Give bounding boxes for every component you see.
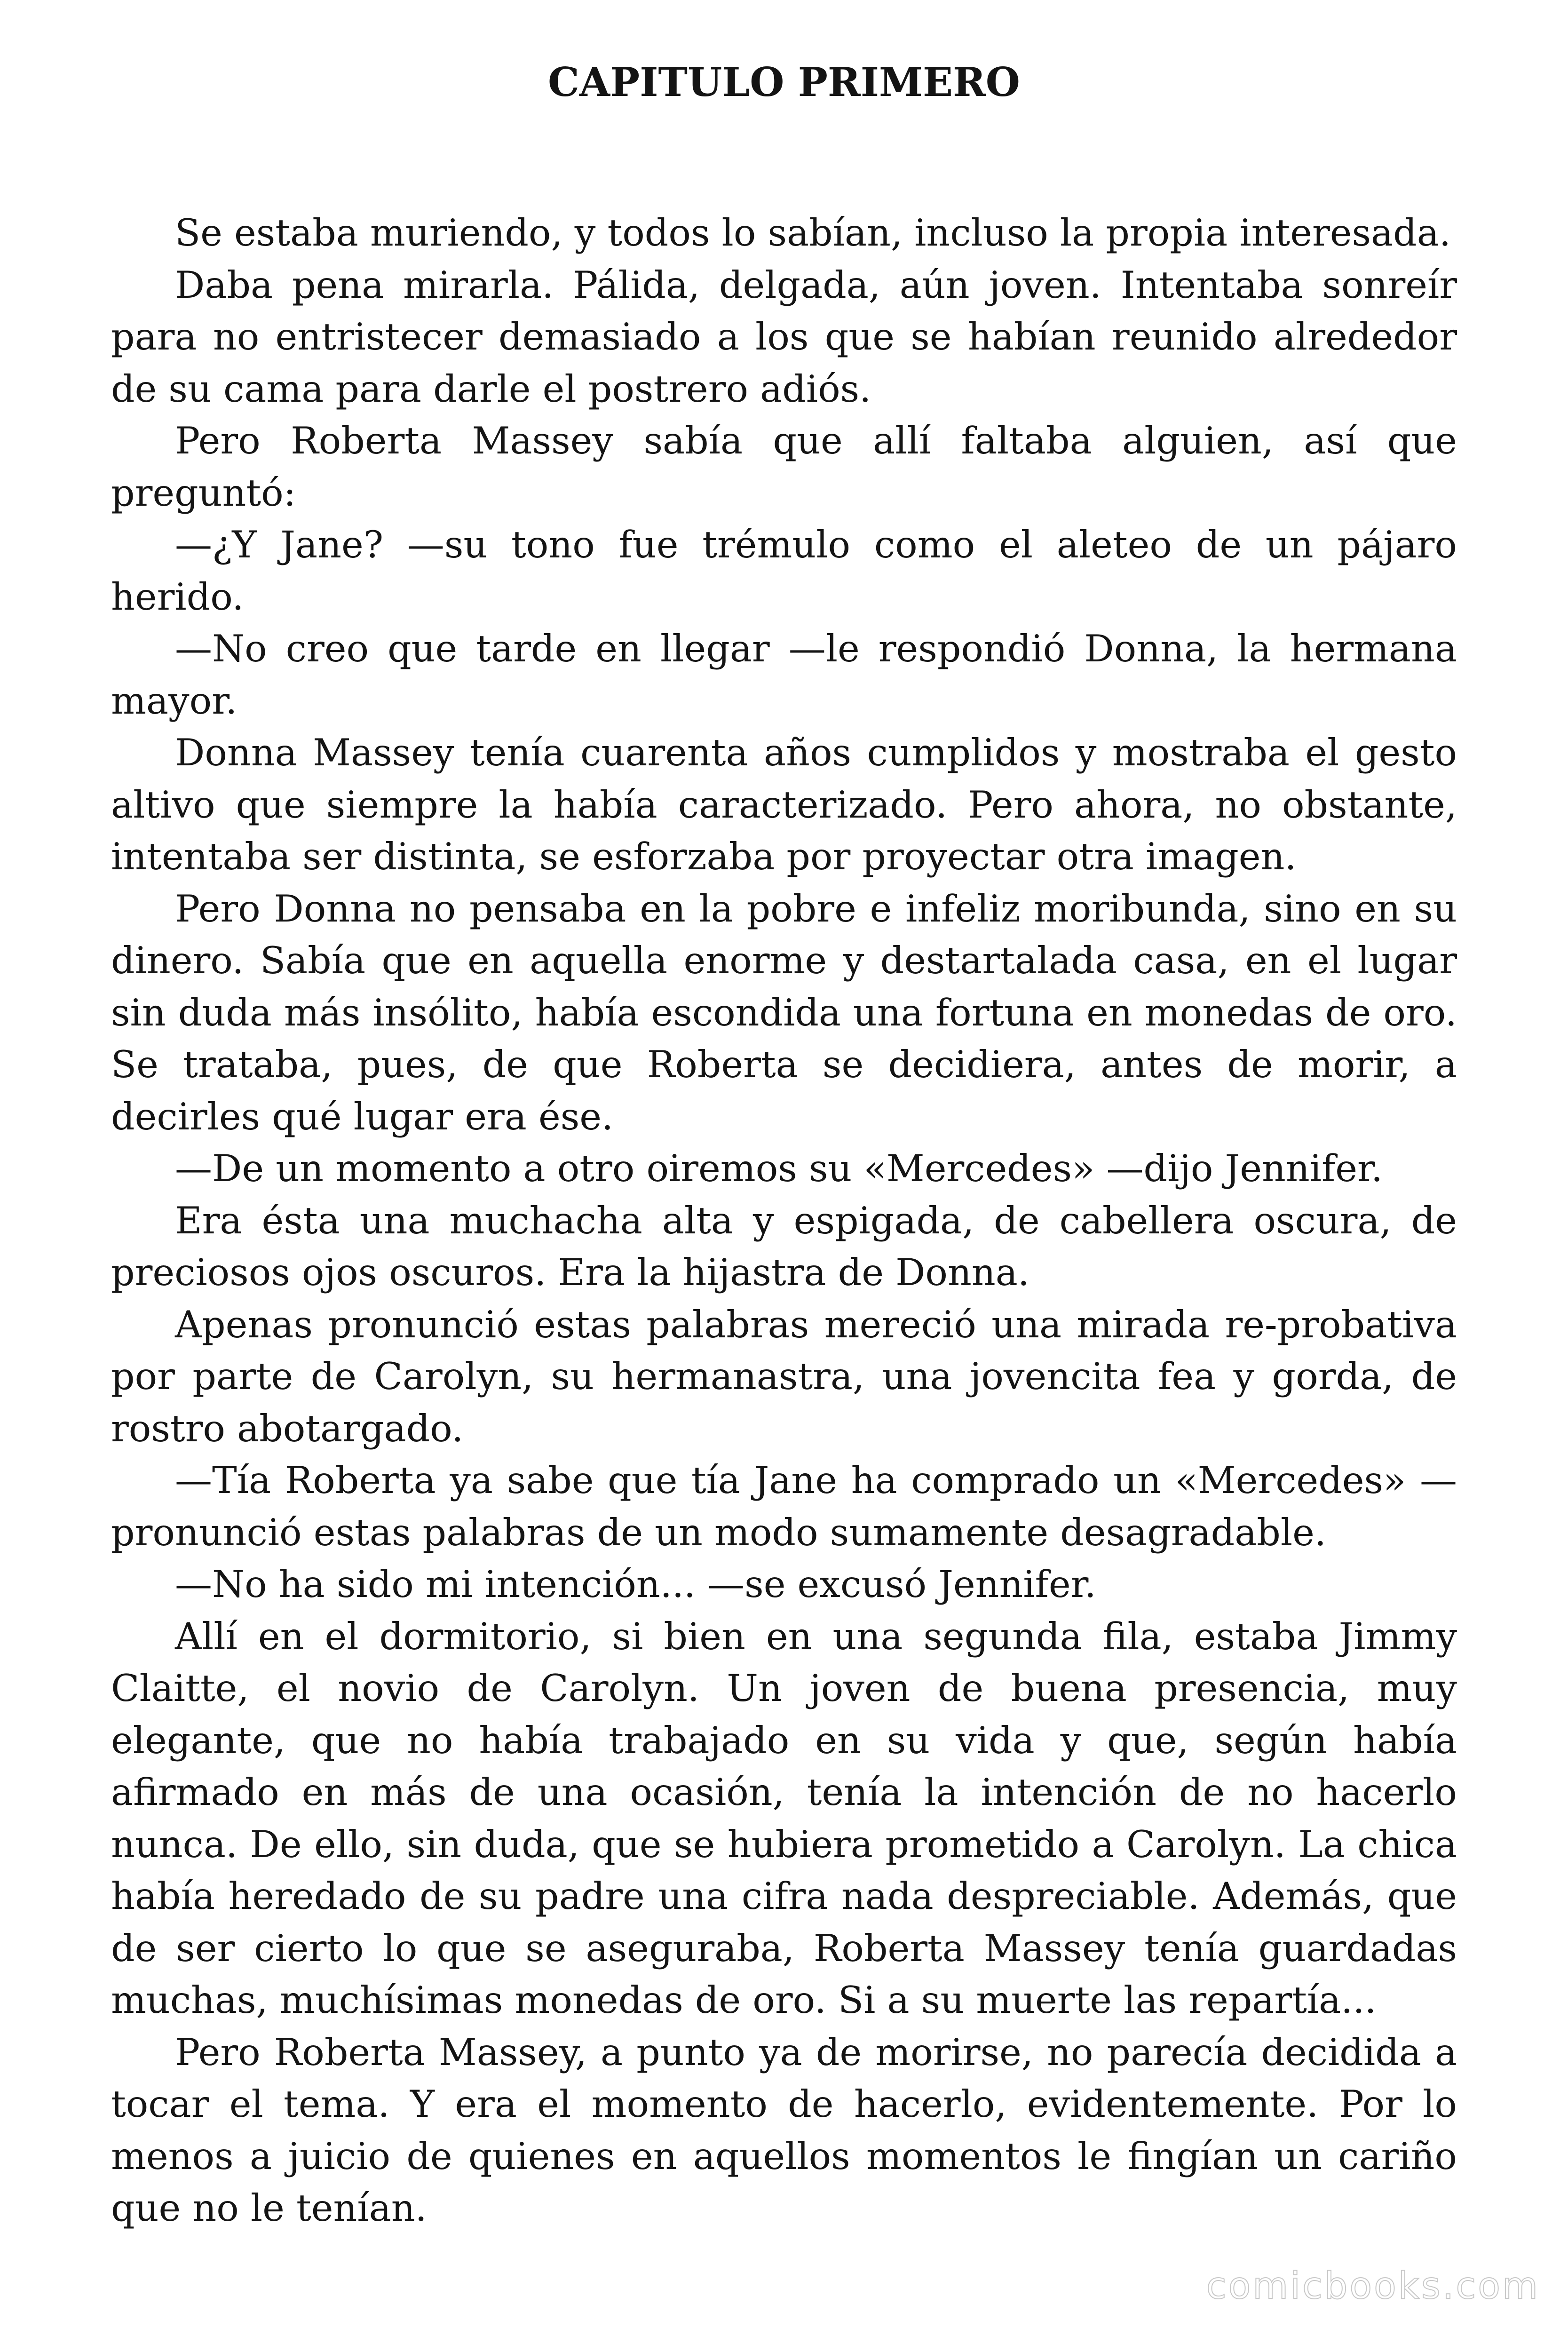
paragraph: Donna Massey tenía cuarenta años cumplidos y mostraba el gesto altivo que siempre la había caracterizado. Pero ahora, no obstante, intentaba ser distinta, se esforzaba por proyectar otra imagen.	[111, 731, 1457, 878]
chapter-body	[111, 207, 1457, 2234]
paragraph: Se estaba muriendo, y todos lo sabían, incluso la propia interesada.	[175, 211, 1451, 254]
paragraph: —No creo que tarde en llegar —le respondió Donna, la hermana mayor.	[111, 627, 1457, 723]
paragraph: —No ha sido mi intención... —se excusó Jennifer.	[175, 1563, 1096, 1606]
paragraph: Apenas pronunció estas palabras mereció una mirada re-probativa por parte de Carolyn, su hermanastra, una jovencita fea y gorda, de rostro abotargado.	[111, 1303, 1457, 1450]
paragraph: Pero Donna no pensaba en la pobre e infeliz moribunda, sino en su dinero. Sabía que en aquella enorme y destartalada casa, en el lugar sin duda más insólito, había escondida una fortuna en monedas de oro. Se trataba, pues, de que Roberta se decidiera, antes de morir, a decirles qué lugar era ése.	[111, 887, 1457, 1138]
watermark: comicbooks.com	[1206, 2265, 1540, 2307]
chapter-title: CAPITULO PRIMERO	[548, 59, 1020, 105]
paragraph: —De un momento a otro oiremos su «Mercedes» —dijo Jennifer.	[175, 1147, 1383, 1190]
paragraph: Era ésta una muchacha alta y espigada, de cabellera oscura, de preciosos ojos oscuros. Era la hijastra de Donna.	[111, 1199, 1457, 1294]
paragraph: Daba pena mirarla. Pálida, delgada, aún joven. Intentaba sonreír para no entristecer demasiado a los que se habían reunido alrededor de su cama para darle el postrero adiós.	[111, 263, 1457, 411]
paragraph: Allí en el dormitorio, si bien en una segunda fila, estaba Jimmy Claitte, el novio de Carolyn. Un joven de buena presencia, muy elegante, que no había trabajado en su vida y que, según había afirmado en más de una ocasión, tenía la intención de no hacerlo nunca. De ello, sin duda, que se hubiera prometido a Carolyn. La chica había heredado de su padre una cifra nada despreciable. Además, que de ser cierto lo que se aseguraba, Roberta Massey tenía guardadas muchas, muchísimas monedas de oro. Si a su muerte las repartía...	[111, 1614, 1457, 2022]
paragraph: —¿Y Jane? —su tono fue trémulo como el aleteo de un pájaro herido.	[111, 523, 1457, 619]
paragraph: —Tía Roberta ya sabe que tía Jane ha comprado un «Mercedes» — pronunció estas palabras de un modo sumamente desagradable.	[111, 1459, 1457, 1554]
paragraph: Pero Roberta Massey sabía que allí faltaba alguien, así que preguntó:	[111, 419, 1457, 515]
paragraph: Pero Roberta Massey, a punto ya de morirse, no parecía decidida a tocar el tema. Y era el momento de hacerlo, evidentemente. Por lo menos a juicio de quienes en aquellos momentos le fingían un cariño que no le tenían.	[111, 2030, 1457, 2230]
